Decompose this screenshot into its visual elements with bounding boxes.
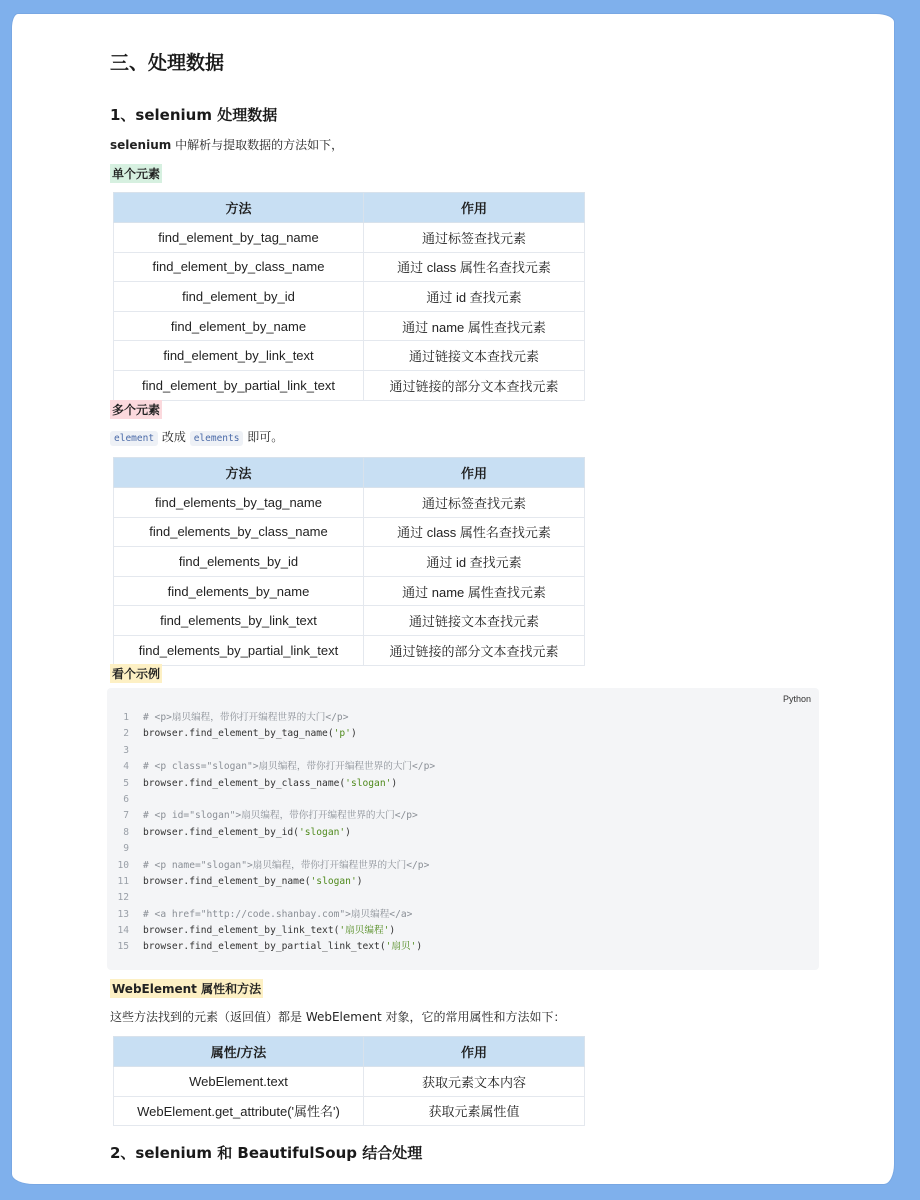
code-line-text [143,726,357,742]
label-webelement: WebElement 属性和方法 [110,979,263,998]
method-cell: find_element_by_partial_link_text [114,370,364,400]
purpose-cell: 通过标签查找元素 [364,488,585,518]
table-row [114,517,585,547]
method-cell: find_elements_by_id [114,547,364,577]
document-page [12,14,894,1184]
code-line [107,759,819,775]
attribute-cell: WebElement.text [114,1067,364,1097]
code-token: # <p id="slogan">扇贝编程，带你打开编程世界的大门</p> [143,810,418,822]
code-lines [107,710,819,956]
single-element-table [113,192,585,401]
code-block[interactable] [107,688,819,970]
code-line [107,792,819,808]
method-cell: find_elements_by_name [114,576,364,606]
code-token: ) [416,941,423,953]
purpose-cell: 通过链接的部分文本查找元素 [364,635,585,665]
purpose-cell: 获取元素属性值 [364,1096,585,1126]
webelement-note: 这些方法找到的元素（返回值）都是 WebElement 对象，它的常用属性和方法如下： [110,1010,566,1024]
code-line [107,874,819,890]
header-purpose: 作用 [364,193,585,223]
table-row [114,606,585,636]
code-line [107,825,819,841]
table-header-row [114,458,585,488]
table-row [114,252,585,282]
purpose-cell: 通过 class 属性名查找元素 [364,517,585,547]
code-line-text [143,776,397,792]
code-line [107,923,819,939]
header-purpose: 作用 [364,458,585,488]
code-line [107,726,819,742]
multiple-elements-table [113,457,585,666]
method-cell: find_element_by_name [114,311,364,341]
code-token: ) [350,728,357,740]
code-token: '扇贝' [385,941,417,953]
code-token: 'p' [333,728,351,740]
code-line-text [143,907,412,923]
attribute-cell: WebElement.get_attribute('属性名') [114,1096,364,1126]
code-line [107,907,819,923]
purpose-cell: 通过链接文本查找元素 [364,341,585,371]
table-row [114,1096,585,1126]
code-token: browser.find_element_by_class_name( [143,777,346,789]
table-row [114,223,585,253]
code-line-number: 11 [117,875,129,887]
table-row [114,282,585,312]
table-row [114,370,585,400]
subsection-title-beautifulsoup: 2、selenium 和 BeautifulSoup 结合处理 [110,1144,423,1162]
subsection-title-selenium: 1、selenium 处理数据 [110,106,278,124]
code-line [107,710,819,726]
purpose-cell: 通过 name 属性查找元素 [364,576,585,606]
code-line-number: 6 [123,793,129,805]
inline-code-elements: elements [190,431,244,446]
code-token: ) [389,925,396,937]
intro-bold: selenium [110,138,172,152]
code-line-text [143,710,348,726]
code-token: # <p class="slogan">扇贝编程，带你打开编程世界的大门</p> [143,761,436,773]
purpose-cell: 通过标签查找元素 [364,223,585,253]
method-cell: find_element_by_link_text [114,341,364,371]
header-purpose: 作用 [364,1037,585,1067]
section-title: 三、处理数据 [110,52,225,74]
multi-note [110,428,283,445]
code-token: ) [345,826,351,838]
purpose-cell: 通过链接的部分文本查找元素 [364,370,585,400]
header-method: 方法 [114,193,364,223]
code-line-number: 15 [117,941,129,953]
code-line-text [143,825,351,841]
code-line-number: 14 [117,925,129,937]
label-multiple-elements: 多个元素 [110,400,162,419]
method-cell: find_elements_by_class_name [114,517,364,547]
inline-code-element: element [110,431,158,446]
code-token: 'slogan' [345,777,392,789]
code-line-text [143,808,418,824]
code-line [107,776,819,792]
method-cell: find_elements_by_partial_link_text [114,635,364,665]
code-line-number: 1 [123,712,129,723]
table-row [114,488,585,518]
code-token: ) [391,777,398,789]
code-line-number: 4 [123,761,129,773]
code-token: 'slogan' [310,875,357,887]
code-line-text [143,759,435,775]
code-line [107,939,819,955]
code-token: browser.find_element_by_tag_name( [143,728,334,740]
code-line [107,743,819,759]
code-line [107,890,819,906]
code-line-number: 12 [117,892,129,904]
method-cell: find_element_by_id [114,282,364,312]
code-line-number: 2 [123,728,129,740]
code-line-number: 9 [123,843,129,855]
table-header-row [114,193,585,223]
multi-note-end: 即可。 [243,430,284,444]
code-token: '扇贝编程' [339,925,390,937]
header-method: 方法 [114,458,364,488]
code-line-text [143,858,429,874]
method-cell: find_elements_by_link_text [114,606,364,636]
code-line-number: 8 [123,826,129,838]
code-token: # <p>扇贝编程，带你打开编程世界的大门</p> [143,712,349,723]
code-line-text [143,923,395,939]
code-token: browser.find_element_by_link_text( [143,925,340,937]
code-line [107,808,819,824]
code-token: browser.find_element_by_partial_link_text( [143,941,386,953]
header-attribute: 属性/方法 [114,1037,364,1067]
code-line-number: 3 [123,744,129,756]
code-token: # <a href="http://code.shanbay.com">扇贝编程</a> [143,908,413,920]
method-cell: find_elements_by_tag_name [114,488,364,518]
table-row [114,341,585,371]
label-example: 看个示例 [110,664,162,683]
intro-rest: 中解析与提取数据的方法如下， [171,138,344,152]
code-token: 'slogan' [298,826,346,838]
table-row [114,311,585,341]
method-cell: find_element_by_tag_name [114,223,364,253]
purpose-cell: 通过 id 查找元素 [364,282,585,312]
code-language-label: Python [782,694,811,704]
label-single-element: 单个元素 [110,164,162,183]
table-header-row [114,1037,585,1067]
code-token: browser.find_element_by_name( [143,875,311,887]
purpose-cell: 通过 id 查找元素 [364,547,585,577]
table-row [114,576,585,606]
code-line-text [143,874,363,890]
intro-paragraph [110,136,343,153]
code-token: # <p name="slogan">扇贝编程，带你打开编程世界的大门</p> [143,859,430,871]
code-line [107,841,819,857]
code-token: browser.find_element_by_id( [143,826,299,838]
code-line-number: 5 [123,777,129,789]
code-token: ) [356,875,363,887]
code-line-number: 10 [117,859,129,871]
purpose-cell: 通过 name 属性查找元素 [364,311,585,341]
multi-note-mid: 改成 [158,430,190,444]
table-row [114,547,585,577]
code-line-text [143,939,422,955]
purpose-cell: 通过 class 属性名查找元素 [364,252,585,282]
webelement-table [113,1036,585,1126]
purpose-cell: 获取元素文本内容 [364,1067,585,1097]
code-line-number: 7 [123,810,129,822]
code-line-number: 13 [117,908,129,920]
code-line [107,858,819,874]
purpose-cell: 通过链接文本查找元素 [364,606,585,636]
method-cell: find_element_by_class_name [114,252,364,282]
table-row [114,635,585,665]
table-row [114,1067,585,1097]
